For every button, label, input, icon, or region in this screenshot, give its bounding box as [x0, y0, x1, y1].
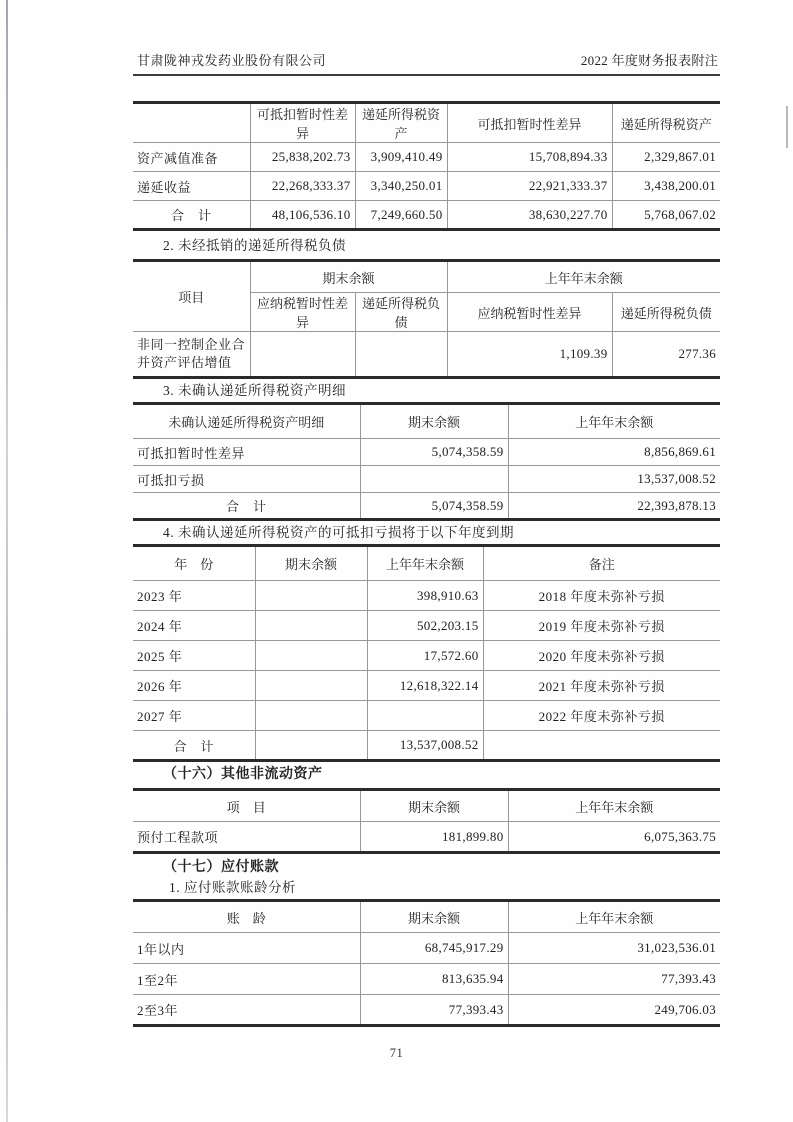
cell-value: 2018 年度未弥补亏损 — [483, 581, 720, 611]
col-header: 上年年末余额 — [508, 790, 720, 822]
header-row — [133, 790, 720, 822]
cell-value: 77,393.43 — [360, 995, 508, 1026]
table-row — [133, 332, 720, 378]
cell-value: 5,074,358.59 — [360, 439, 508, 466]
deferred-tax-assets-table — [133, 101, 720, 231]
cell-value: 502,203.15 — [367, 611, 483, 641]
cell-value — [255, 641, 367, 671]
cell-value: 38,630,227.70 — [447, 201, 612, 230]
row-label: 2025 年 — [133, 641, 255, 671]
row-label: 可抵扣暂时性差异 — [133, 439, 360, 466]
cell-value: 22,393,878.13 — [508, 493, 720, 520]
row-label: 合 计 — [133, 731, 255, 761]
cell-value: 15,708,894.33 — [447, 143, 612, 172]
table-row — [133, 143, 720, 172]
row-label: 2027 年 — [133, 701, 255, 731]
cell-value: 6,075,363.75 — [508, 822, 720, 853]
scan-edge-artifact — [6, 0, 8, 1122]
col-header: 期末余额 — [360, 404, 508, 439]
header-row — [133, 103, 720, 143]
section-heading-accounts-payable: （十七）应付账款 — [163, 860, 279, 875]
cell-value: 7,249,660.50 — [355, 201, 447, 230]
cell-value — [483, 731, 720, 761]
cell-value: 68,745,917.29 — [360, 933, 508, 964]
col-header: 期末余额 — [255, 546, 367, 581]
col-header: 递延所得税负债 — [612, 293, 720, 332]
scan-edge-artifact — [786, 106, 788, 148]
row-label: 递延收益 — [133, 172, 250, 201]
row-label: 合 计 — [133, 201, 250, 230]
row-label: 2024 年 — [133, 611, 255, 641]
cell-value — [367, 701, 483, 731]
cell-value: 3,909,410.49 — [355, 143, 447, 172]
unrecognized-dta-table — [133, 402, 720, 521]
subsection-heading-aging-analysis: 1. 应付账款账龄分析 — [169, 880, 296, 895]
header-row — [133, 404, 720, 439]
cell-value: 1,109.39 — [447, 332, 612, 378]
cell-value: 249,706.03 — [508, 995, 720, 1026]
col-header: 递延所得税资产 — [355, 103, 447, 143]
col-header: 年 份 — [133, 546, 255, 581]
cell-value — [255, 671, 367, 701]
col-header: 账 龄 — [133, 901, 360, 933]
col-header: 应纳税暂时性差异 — [250, 293, 355, 332]
col-header: 项目 — [133, 261, 250, 332]
table-row — [133, 822, 720, 853]
cell-value: 5,768,067.02 — [612, 201, 720, 230]
cell-value: 22,268,333.37 — [250, 172, 355, 201]
total-row — [133, 493, 720, 520]
table-row — [133, 611, 720, 641]
table-row — [133, 995, 720, 1026]
group-header-row — [133, 261, 720, 293]
col-header: 可抵扣暂时性差异 — [250, 103, 355, 143]
accounts-payable-aging-table — [133, 899, 720, 1027]
group-header: 上年年末余额 — [447, 261, 720, 293]
cell-value: 22,921,333.37 — [447, 172, 612, 201]
cell-value — [255, 731, 367, 761]
cell-value — [355, 332, 447, 378]
page-content — [133, 52, 720, 1027]
table-row — [133, 641, 720, 671]
row-label: 2026 年 — [133, 671, 255, 701]
cell-value: 398,910.63 — [367, 581, 483, 611]
table-row — [133, 466, 720, 493]
cell-value: 5,074,358.59 — [360, 493, 508, 520]
cell-value: 77,393.43 — [508, 964, 720, 995]
cell-value: 25,838,202.73 — [250, 143, 355, 172]
cell-value — [360, 466, 508, 493]
section-heading-unrecognized-dta: 3. 未确认递延所得税资产明细 — [163, 383, 346, 398]
total-row — [133, 201, 720, 230]
cell-value: 3,340,250.01 — [355, 172, 447, 201]
section-heading-other-noncurrent-assets: （十六）其他非流动资产 — [163, 767, 323, 782]
col-header: 上年年末余额 — [508, 404, 720, 439]
table-row — [133, 701, 720, 731]
table-row — [133, 439, 720, 466]
cell-value: 13,537,008.52 — [508, 466, 720, 493]
col-header: 可抵扣暂时性差异 — [447, 103, 612, 143]
header-row — [133, 546, 720, 581]
col-header: 递延所得税资产 — [612, 103, 720, 143]
row-label: 1年以内 — [133, 933, 360, 964]
col-header: 项 目 — [133, 790, 360, 822]
col-header: 期末余额 — [360, 790, 508, 822]
deferred-tax-liabilities-table — [133, 259, 720, 379]
col-header: 未确认递延所得税资产明细 — [133, 404, 360, 439]
cell-value — [250, 332, 355, 378]
cell-value: 2021 年度未弥补亏损 — [483, 671, 720, 701]
table-row — [133, 671, 720, 701]
col-header: 备注 — [483, 546, 720, 581]
deductible-losses-table — [133, 544, 720, 762]
section-heading-deferred-tax-liabilities: 2. 未经抵销的递延所得税负债 — [163, 238, 346, 253]
cell-value: 2022 年度未弥补亏损 — [483, 701, 720, 731]
cell-value: 2019 年度未弥补亏损 — [483, 611, 720, 641]
row-label: 资产减值准备 — [133, 143, 250, 172]
cell-value: 12,618,322.14 — [367, 671, 483, 701]
row-label: 2023 年 — [133, 581, 255, 611]
row-label: 2至3年 — [133, 995, 360, 1026]
col-header — [133, 103, 250, 143]
table-row — [133, 964, 720, 995]
page-number: 71 — [389, 1046, 404, 1060]
col-header: 应纳税暂时性差异 — [447, 293, 612, 332]
cell-value: 181,899.80 — [360, 822, 508, 853]
row-label: 预付工程款项 — [133, 822, 360, 853]
table-row — [133, 172, 720, 201]
company-name: 甘肃陇神戎发药业股份有限公司 — [137, 53, 327, 68]
cell-value — [255, 701, 367, 731]
cell-value: 48,106,536.10 — [250, 201, 355, 230]
cell-value: 17,572.60 — [367, 641, 483, 671]
section-heading-deductible-losses-expiry: 4. 未确认递延所得税资产的可抵扣亏损将于以下年度到期 — [163, 525, 514, 540]
cell-value: 3,438,200.01 — [612, 172, 720, 201]
row-label: 可抵扣亏损 — [133, 466, 360, 493]
cell-value: 2,329,867.01 — [612, 143, 720, 172]
total-row — [133, 731, 720, 761]
cell-value: 277.36 — [612, 332, 720, 378]
col-header: 递延所得税负债 — [355, 293, 447, 332]
report-title: 2022 年度财务报表附注 — [580, 53, 718, 68]
header-row — [133, 901, 720, 933]
table-row — [133, 933, 720, 964]
col-header: 上年年末余额 — [367, 546, 483, 581]
cell-value: 31,023,536.01 — [508, 933, 720, 964]
document-header — [133, 52, 720, 76]
row-label: 合 计 — [133, 493, 360, 520]
cell-value: 2020 年度未弥补亏损 — [483, 641, 720, 671]
group-header: 期末余额 — [250, 261, 447, 293]
col-header: 期末余额 — [360, 901, 508, 933]
cell-value: 813,635.94 — [360, 964, 508, 995]
col-header: 上年年末余额 — [508, 901, 720, 933]
cell-value — [255, 581, 367, 611]
other-noncurrent-assets-table — [133, 788, 720, 854]
cell-value: 13,537,008.52 — [367, 731, 483, 761]
cell-value — [255, 611, 367, 641]
cell-value: 8,856,869.61 — [508, 439, 720, 466]
table-row — [133, 581, 720, 611]
row-label: 非同一控制企业合并资产评估增值 — [133, 332, 250, 378]
row-label: 1至2年 — [133, 964, 360, 995]
